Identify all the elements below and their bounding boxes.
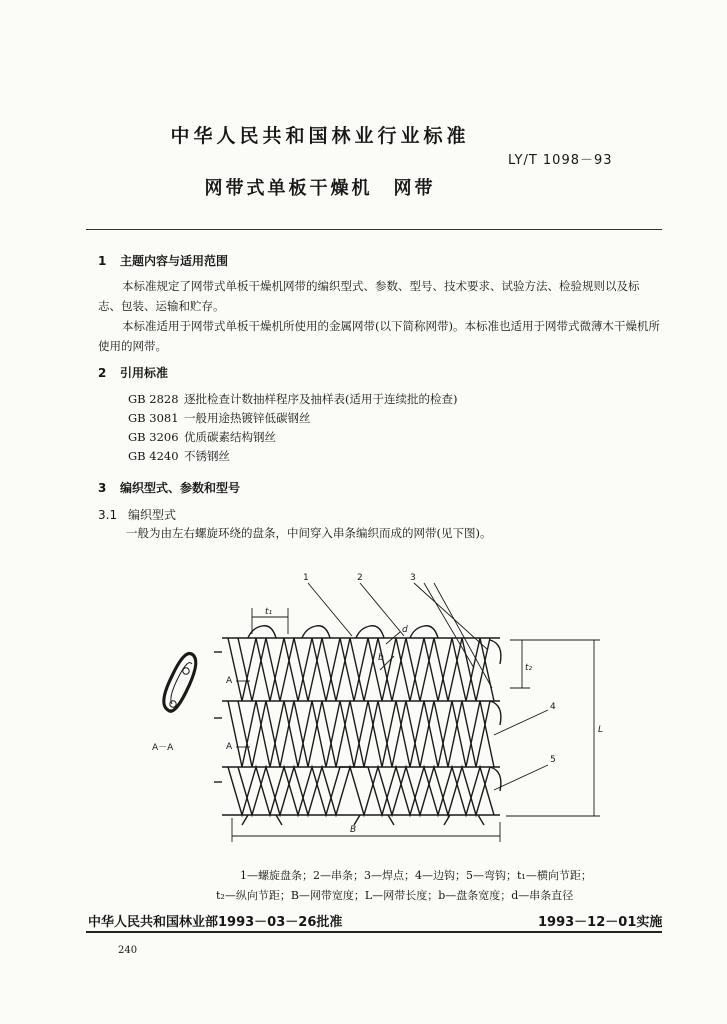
reference-item: GB 3206 优质碳素结构钢丝	[128, 430, 276, 444]
reference-item: GB 2828 逐批检查计数抽样程序及抽样表(适用于连续批的检查)	[128, 392, 458, 406]
callout-2: 2	[357, 573, 363, 583]
document-title: 网带式单板干燥机 网带	[204, 178, 436, 199]
header-rule	[86, 229, 662, 230]
mesh-belt-drawing	[214, 626, 501, 825]
dim-t1: t₁	[265, 607, 273, 617]
section-mark-a-upper: A	[226, 676, 233, 686]
dim-b: b	[378, 653, 384, 663]
section-view-aa	[164, 654, 196, 712]
section-2-heading: 2 引用标准	[98, 366, 169, 380]
issuing-authority: 中华人民共和国林业行业标准	[170, 125, 470, 147]
section-view-label: A－A	[152, 743, 174, 753]
reference-item: GB 4240 不锈钢丝	[128, 449, 230, 463]
figure-caption-line-1: 1—螺旋盘条；2—串条；3—焊点；4—边钩；5—弯钩；t₁—横向节距；	[240, 869, 592, 882]
standard-code: LY/T 1098－93	[508, 153, 613, 168]
effective-date: 1993－12－01实施	[538, 915, 663, 930]
callout-5: 5	[550, 755, 556, 765]
subsection-3-1-heading: 3.1 编织型式	[98, 508, 177, 522]
callout-1: 1	[303, 573, 309, 583]
section-1-heading: 1 主题内容与适用范围	[98, 254, 229, 268]
dim-d: d	[402, 625, 408, 635]
dim-B: B	[350, 825, 357, 835]
section-mark-a-lower: A	[226, 742, 233, 752]
page-number: 240	[118, 945, 138, 956]
callout-4: 4	[550, 702, 556, 712]
reference-item: GB 3081 一般用途热镀锌低碳钢丝	[128, 411, 311, 425]
approval-statement: 中华人民共和国林业部1993－03－26批准	[88, 915, 343, 930]
section-1-paragraph-2: 本标准适用于网带式单板干燥机所使用的金属网带(以下简称网带)。本标准也适用于网带式微薄木干燥机所使用的网带。	[98, 319, 660, 353]
section-3-heading: 3 编织型式、参数和型号	[98, 481, 241, 495]
callout-3: 3	[410, 573, 416, 583]
mesh-belt-figure	[0, 560, 727, 850]
subsection-3-1-text: 一般为由左右螺旋环绕的盘条，中间穿入串条编织而成的网带(见下图)。	[126, 526, 492, 540]
dim-L: L	[598, 725, 604, 735]
footer-rule	[86, 931, 662, 933]
figure-caption-line-2: t₂—纵向节距；B—网带宽度；L—网带长度；b—盘条宽度；d—串条直径	[216, 889, 574, 902]
section-1-paragraph-1: 本标准规定了网带式单板干燥机网带的编织型式、参数、型号、技术要求、试验方法、检验规则以及标志、包装、运输和贮存。	[98, 279, 640, 313]
dim-t2: t₂	[525, 663, 533, 673]
